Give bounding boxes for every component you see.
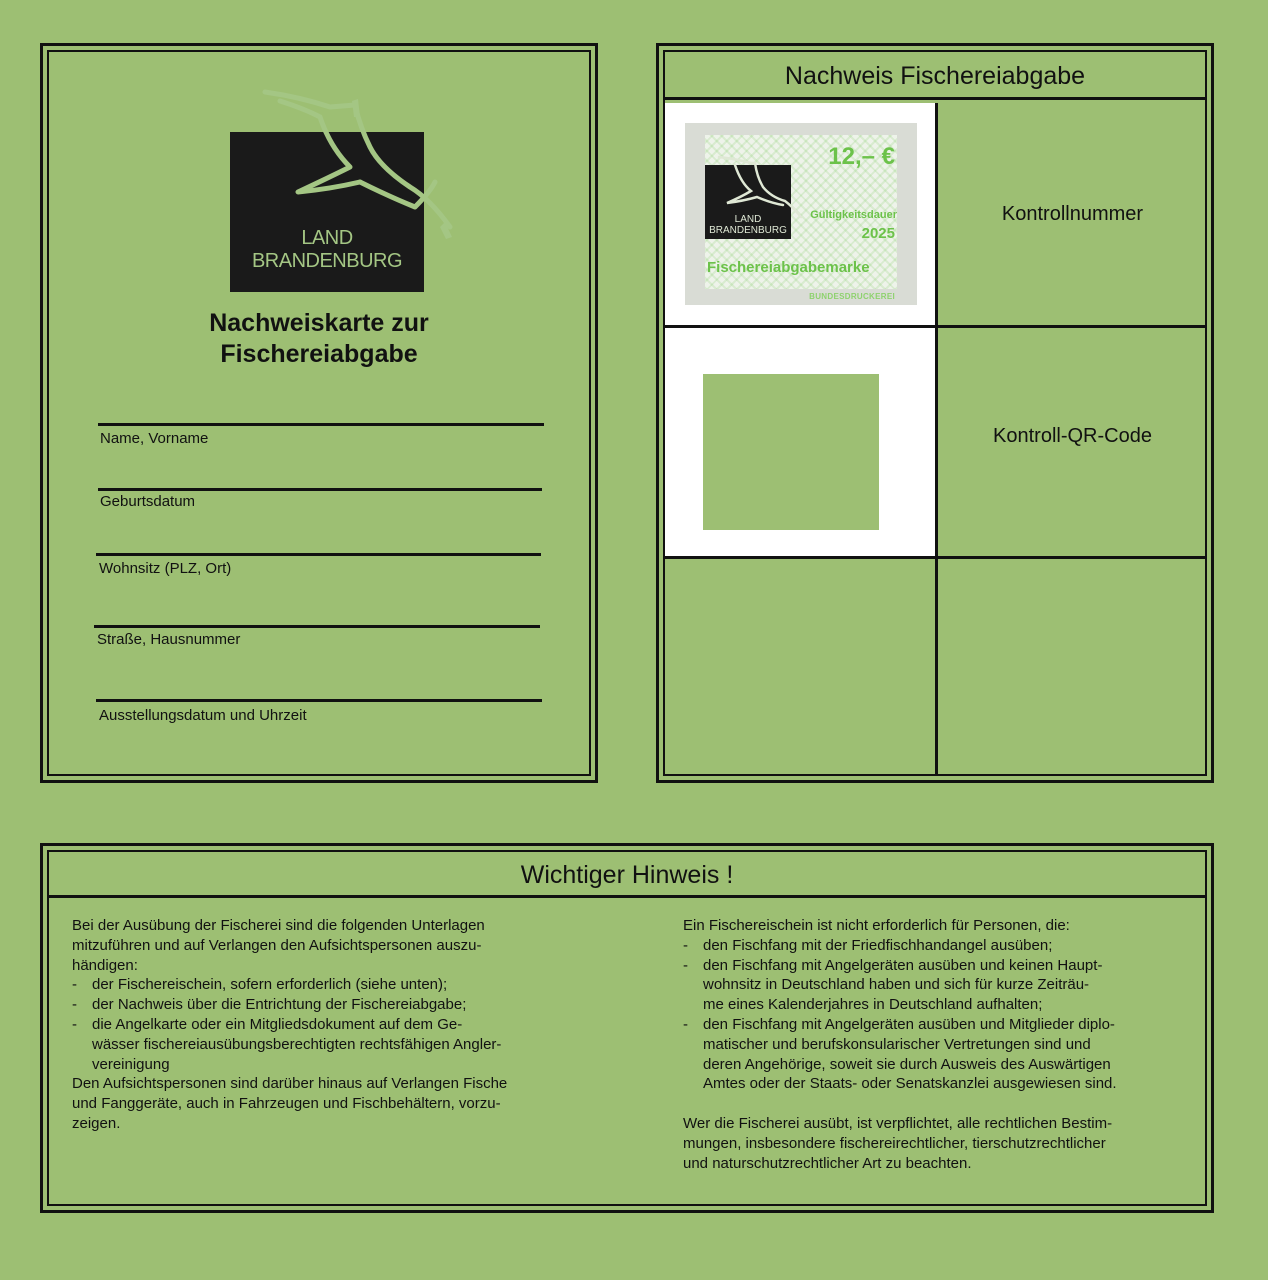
notice-right-item: - den Fischfang mit Angelgeräten ausüben und keinen Haupt- wohnsitz in Deutschland haben und sich für kurze Zeiträu- me eines Kalenderjahres in Deutschland aufhalten; [683, 956, 1203, 1015]
field-label-birthdate: Geburtsdatum [100, 493, 196, 510]
proof-card-back [656, 43, 1214, 783]
important-notice [40, 843, 1214, 1213]
field-label-issue-date: Ausstellungsdatum und Uhrzeit [99, 707, 307, 724]
paragraph-spacer [683, 1094, 1203, 1114]
notice-right-item: - den Fischfang mit Angelgeräten ausüben und Mitglieder diplo- matischer und berufskonsularischer Vertretungen sind und deren Angehörige, soweit sie durch Ausweis des Auswärtigen Amtes oder der Staats- oder Senatskanzlei ausgewiesen sind. [683, 1015, 1203, 1094]
proof-header: Nachweis Fischereiabgabe [665, 52, 1205, 100]
qr-code-area [703, 374, 879, 530]
notice-right-item-3-line-4: Amtes oder der Staats- oder Senatskanzlei ausgewiesen sind. [703, 1075, 1117, 1093]
field-label-residence: Wohnsitz (PLZ, Ort) [99, 560, 232, 577]
notice-left-intro-2: mitzuführen und auf Verlangen den Aufsichtspersonen auszu- [72, 936, 482, 954]
grid-line-v [935, 103, 938, 774]
stamp-maker: BUNDESDRUCKEREI [809, 292, 895, 301]
notice-header: Wichtiger Hinweis ! [49, 852, 1205, 898]
brandenburg-logo [230, 132, 424, 292]
notice-right-item-3-line-3: deren Angehörige, soweit sie durch Ausweis des Auswärtigen [703, 1055, 1111, 1073]
important-notice-inner [47, 850, 1207, 1206]
notice-left-item-1-line-1: der Fischereischein, sofern erforderlich (siehe unten); [92, 976, 448, 994]
proof-card-front-inner [47, 50, 591, 776]
notice-right-item-3-line-1: den Fischfang mit Angelgeräten ausüben und Mitglieder diplo- [703, 1015, 1115, 1033]
notice-left-outro-1: Den Aufsichtspersonen sind darüber hinaus auf Verlangen Fische [72, 1075, 508, 1093]
notice-right-outro-2: mungen, insbesondere fischereirechtlicher, tierschutzrechtlicher [683, 1134, 1106, 1152]
notice-right-outro-3: und naturschutzrechtlicher Art zu beachten. [683, 1154, 972, 1172]
stamp-logo-line2: BRANDENBURG [709, 225, 787, 236]
notice-left-outro-3: zeigen. [72, 1114, 121, 1132]
qr-cell [665, 328, 935, 556]
notice-right-column [683, 916, 1203, 1173]
field-label-name: Name, Vorname [100, 430, 209, 447]
notice-left-item: - die Angelkarte oder ein Mitgliedsdokument auf dem Ge- wässer fischereiausübungsberechtigten rechtsfähigen Angler- vereinigung [72, 1015, 632, 1074]
notice-left-item: - der Fischereischein, sofern erforderlich (siehe unten); [72, 975, 632, 995]
stamp-validity-label: Gültigkeitsdauer [810, 209, 897, 221]
card-title-line2: Fischereiabgabe [220, 340, 418, 368]
notice-left-outro-2: und Fanggeräte, auch in Fahrzeugen und Fischbehältern, vorzu- [72, 1095, 501, 1113]
notice-left-intro-1: Bei der Ausübung der Fischerei sind die folgenden Unterlagen [72, 917, 485, 934]
stamp-logo-line1: LAND [734, 214, 762, 225]
field-line-issue-date [96, 699, 542, 702]
proof-card-front [40, 43, 598, 783]
notice-right-outro-1: Wer die Fischerei ausübt, ist verpflichtet, alle rechtlichen Bestim- [683, 1114, 1113, 1132]
control-number-label: Kontrollnummer [1001, 202, 1144, 225]
field-line-street [94, 625, 540, 628]
notice-left-item-2-line-1: der Nachweis über die Entrichtung der Fischereiabgabe; [92, 996, 467, 1014]
notice-right-item-1-line-1: den Fischfang mit der Friedfischhandangel ausüben; [703, 936, 1053, 954]
notice-right-item-2-line-2: wohnsitz in Deutschland haben und sich für kurze Zeiträu- [703, 976, 1090, 994]
control-qr-label: Kontroll-QR-Code [993, 425, 1152, 447]
stamp-year: 2025 [861, 225, 895, 242]
stamp-logo [705, 165, 791, 239]
notice-left-column [72, 916, 632, 1134]
stamp-name: Fischereiabgabemarke [707, 259, 870, 276]
field-line-birthdate [98, 488, 542, 491]
proof-card-back-inner [663, 50, 1207, 776]
notice-right-item-3-line-2: matischer und berufskonsularischer Vertretungen sind und [703, 1035, 1091, 1053]
notice-left-item-3-line-1: die Angelkarte oder ein Mitgliedsdokument auf dem Ge- [92, 1015, 463, 1033]
field-label-street: Straße, Hausnummer [97, 631, 241, 648]
logo-line-brandenburg: BRANDENBURG [251, 250, 403, 272]
notice-right-item-2-line-1: den Fischfang mit Angelgeräten ausüben und keinen Haupt- [703, 956, 1103, 974]
fee-stamp [685, 123, 917, 305]
stamp-price: 12,– € [828, 143, 895, 170]
control-number-cell [938, 103, 1207, 325]
notice-right-item-2-line-3: me eines Kalenderjahres in Deutschland aufhalten; [703, 996, 1043, 1014]
control-qr-cell [938, 328, 1207, 556]
notice-left-item-3-line-3: vereinigung [92, 1055, 170, 1073]
logo-line-land: LAND [301, 227, 353, 249]
field-line-name [98, 423, 544, 426]
notice-left-item: - der Nachweis über die Entrichtung der Fischereiabgabe; [72, 995, 632, 1015]
notice-left-item-3-line-2: wässer fischereiausübungsberechtigten rechtsfähigen Angler- [92, 1035, 502, 1053]
stamp-cell [665, 103, 935, 325]
notice-right-intro: Ein Fischereischein ist nicht erforderlich für Personen, die: [683, 917, 1070, 934]
notice-left-intro-3: händigen: [72, 956, 138, 974]
field-line-residence [96, 553, 541, 556]
card-title-line1: Nachweiskarte zur [209, 309, 429, 337]
notice-right-item: - den Fischfang mit der Friedfischhandangel ausüben; [683, 936, 1203, 956]
